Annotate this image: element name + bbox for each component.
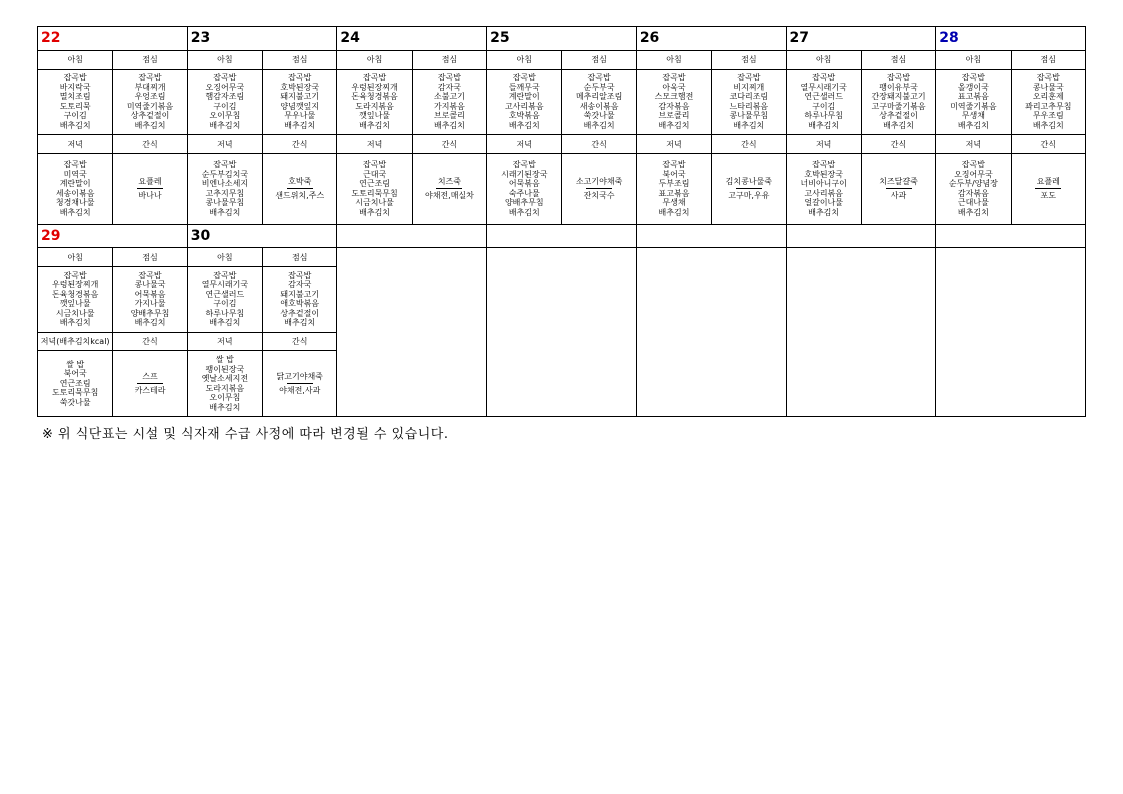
dinner-menu — [487, 153, 562, 224]
menu-item: 얼갈이나물 — [804, 198, 843, 208]
snack-divider — [1035, 188, 1061, 189]
menu-item: 호박볶음 — [508, 111, 540, 121]
menu-item: 카스테라 — [134, 385, 166, 395]
menu-item: 무생채 — [662, 198, 686, 208]
menu-item: 잡곡밥 — [63, 160, 87, 170]
menu-item: 하루나무침 — [205, 308, 245, 318]
snack-label: 간식 — [861, 135, 935, 154]
menu-item: 배추김치 — [808, 207, 840, 217]
menu-item: 구이김 — [812, 101, 836, 111]
breakfast-label: 아침 — [187, 248, 262, 267]
menu-item: 쑥갓나물 — [583, 111, 615, 121]
menu-item: 돼지불고기 — [280, 289, 320, 299]
menu-item: 시래기된장국 — [501, 169, 548, 179]
breakfast-menu — [337, 69, 412, 135]
menu-item: 연근샐러드 — [205, 289, 245, 299]
lunch-label: 점심 — [861, 50, 935, 69]
menu-item: 고사리볶음 — [804, 188, 843, 198]
menu-item: 배추김치 — [59, 207, 91, 217]
menu-item: 연근조림 — [59, 378, 91, 388]
lunch-label: 점심 — [562, 50, 636, 69]
menu-item: 치즈달걀죽 — [879, 177, 918, 187]
menu-item: 고추지무침 — [205, 188, 245, 198]
menu-item: 상추겉절이 — [130, 111, 170, 121]
menu-item: 잡곡밥 — [512, 160, 536, 170]
snack-label: 간식 — [712, 135, 786, 154]
menu-item: 순두부김치국 — [201, 169, 249, 179]
menu-item: 애호박볶음 — [280, 299, 320, 309]
menu-item: 잡곡밥 — [138, 73, 162, 83]
menu-item: 돈육청경볶음 — [351, 92, 398, 102]
empty-day-header — [936, 224, 1086, 248]
snack-divider — [586, 188, 612, 189]
menu-item: 배추김치 — [209, 318, 241, 328]
menu-item: 숙주나물 — [508, 188, 540, 198]
menu-item: 배추김치 — [957, 207, 989, 217]
dinner-menu — [187, 351, 262, 417]
snack-menu — [1011, 153, 1085, 224]
snack-menu — [562, 153, 636, 224]
menu-item: 팽이유부국 — [879, 82, 918, 92]
menu-item: 오이무침 — [209, 111, 241, 121]
menu-item: 치즈죽 — [437, 177, 462, 187]
menu-item: 감자국 — [437, 82, 462, 92]
dinner-label: 저녁 — [487, 135, 562, 154]
menu-item: 오징어무국 — [205, 82, 245, 92]
menu-item: 배추김치 — [284, 120, 316, 130]
breakfast-menu — [636, 69, 711, 135]
menu-item: 우렁된장찌개 — [51, 280, 99, 290]
dinner-label: 저녁 — [636, 135, 711, 154]
snack-divider — [137, 188, 163, 189]
menu-item: 세송이볶음 — [55, 188, 95, 198]
lunch-menu — [412, 69, 486, 135]
menu-item: 잡곡밥 — [737, 73, 761, 83]
day-date-27: 27 — [786, 27, 936, 51]
menu-item: 근대국 — [362, 169, 387, 179]
weekly-meal-table — [37, 26, 1086, 417]
menu-item: 꽈리고추무침 — [1025, 101, 1072, 111]
breakfast-menu — [487, 69, 562, 135]
empty-cell — [487, 248, 637, 417]
menu-item: 스모크햄전 — [654, 92, 694, 102]
day-date-30: 30 — [187, 224, 337, 248]
menu-item: 양념깻잎지 — [280, 101, 320, 111]
menu-item: 배추김치 — [134, 318, 166, 328]
menu-item: 무우나물 — [284, 111, 316, 121]
menu-item: 연근조림 — [359, 179, 391, 189]
menu-item: 소불고기 — [433, 92, 465, 102]
menu-item: 가지나물 — [134, 299, 166, 309]
menu-item: 순두부국 — [583, 82, 615, 92]
menu-item: 깻잎나물 — [59, 299, 91, 309]
menu-item: 잡곡밥 — [662, 73, 686, 83]
menu-item: 오징어무국 — [954, 169, 993, 179]
menu-item: 배추김치 — [508, 120, 540, 130]
menu-item: 구이김 — [63, 111, 87, 121]
day-date-23: 23 — [187, 27, 337, 51]
empty-day-header — [337, 224, 487, 248]
snack-label: 간식 — [412, 135, 486, 154]
snack-label: 간식 — [263, 332, 337, 351]
menu-item: 배추김치 — [658, 120, 690, 130]
lunch-label: 점심 — [113, 50, 187, 69]
menu-item: 고구마,우유 — [728, 190, 770, 200]
dinner-label: 저녁 — [936, 135, 1011, 154]
menu-item: 잡곡밥 — [63, 73, 87, 83]
menu-item: 구이김 — [213, 299, 237, 309]
menu-item: 잡곡밥 — [288, 73, 312, 83]
menu-item: 브로콜리 — [433, 111, 465, 121]
dinner-label: 저녁 — [786, 135, 861, 154]
menu-item: 느타리볶음 — [729, 101, 769, 111]
menu-item: 양배추무침 — [130, 308, 170, 318]
menu-item: 스프 — [142, 372, 158, 382]
menu-item: 배추김치 — [59, 318, 91, 328]
menu-item: 부대찌개 — [134, 82, 166, 92]
menu-item: 비엔나소세지 — [201, 179, 249, 189]
menu-item: 감자볶음 — [957, 188, 989, 198]
dinner-label: 저녁 — [187, 135, 262, 154]
menu-item: 요플레 — [1036, 177, 1060, 187]
menu-item: 닭고기야채죽 — [276, 372, 323, 382]
snack-menu — [263, 351, 337, 417]
menu-item: 너비아니구이 — [800, 179, 847, 189]
menu-item: 무우조림 — [1032, 111, 1064, 121]
lunch-label: 점심 — [1011, 50, 1085, 69]
snack-divider — [436, 188, 462, 189]
menu-item: 열무시래기국 — [800, 82, 847, 92]
snack-label: 간식 — [263, 135, 337, 154]
breakfast-label: 아침 — [936, 50, 1011, 69]
menu-item: 콩나물무침 — [729, 111, 769, 121]
menu-item: 어묵볶음 — [134, 289, 166, 299]
menu-item: 북어국 — [63, 369, 87, 379]
breakfast-label: 아침 — [187, 50, 262, 69]
menu-item: 배추김치 — [359, 207, 391, 217]
lunch-menu — [1011, 69, 1085, 135]
menu-item: 배추김치 — [883, 120, 914, 130]
menu-item: 연근샐러드 — [804, 92, 843, 102]
menu-item: 돈육청경볶음 — [51, 289, 99, 299]
menu-item: 도라지볶음 — [355, 101, 394, 111]
menu-item: 배추김치 — [209, 207, 241, 217]
menu-item: 샌드위치,주스 — [275, 190, 325, 200]
day-date-29: 29 — [38, 224, 188, 248]
menu-item: 잡곡밥 — [138, 270, 162, 280]
menu-item: 새송이볶음 — [579, 101, 619, 111]
menu-item: 콩나물무침 — [205, 198, 245, 208]
dinner-label: 저녁 — [38, 135, 113, 154]
menu-item: 감자국 — [288, 280, 312, 290]
menu-item: 시금치나물 — [55, 308, 95, 318]
menu-item: 호박된장국 — [280, 82, 320, 92]
menu-item: 잡곡밥 — [362, 73, 387, 83]
menu-item: 잡곡밥 — [662, 160, 686, 170]
menu-item: 배추김치 — [59, 120, 91, 130]
menu-item: 열무시래기국 — [201, 280, 249, 290]
menu-item: 소고기야채죽 — [575, 177, 623, 187]
day-date-28: 28 — [936, 27, 1086, 51]
empty-day-header — [487, 224, 637, 248]
dinner-menu — [936, 153, 1011, 224]
menu-item: 배추김치 — [1032, 120, 1064, 130]
menu-item: 비지찌개 — [733, 82, 765, 92]
dinner-menu — [337, 153, 412, 224]
menu-item: 계란말이 — [508, 92, 540, 102]
snack-menu — [113, 153, 187, 224]
dinner-menu — [38, 351, 113, 417]
empty-cell — [636, 248, 786, 417]
menu-item: 표고볶음 — [957, 92, 989, 102]
breakfast-menu — [38, 69, 113, 135]
menu-item: 바지락국 — [59, 82, 91, 92]
menu-item: 잡곡밥 — [437, 73, 462, 83]
breakfast-label: 아침 — [636, 50, 711, 69]
breakfast-label: 아침 — [487, 50, 562, 69]
menu-item: 도토리묵 — [59, 101, 91, 111]
menu-item: 잡곡밥 — [961, 160, 985, 170]
menu-item: 김치콩나물죽 — [725, 177, 773, 187]
menu-item: 배추김치 — [658, 207, 690, 217]
day-date-22: 22 — [38, 27, 188, 51]
snack-menu — [412, 153, 486, 224]
menu-item: 북어국 — [662, 169, 686, 179]
menu-item: 우엉조림 — [134, 92, 166, 102]
menu-item: 잡곡밥 — [213, 73, 237, 83]
snack-menu — [263, 153, 337, 224]
menu-item: 코다리조림 — [729, 92, 769, 102]
lunch-label: 점심 — [263, 50, 337, 69]
snack-divider — [736, 188, 762, 189]
dinner-menu — [636, 153, 711, 224]
snack-divider — [287, 383, 313, 384]
menu-item: 콩나물국 — [1032, 82, 1064, 92]
menu-item: 쌀 밥 — [215, 355, 234, 365]
menu-item: 근대나물 — [957, 198, 989, 208]
breakfast-label: 아침 — [786, 50, 861, 69]
snack-menu — [712, 153, 786, 224]
menu-item: 잡곡밥 — [512, 73, 536, 83]
snack-label: 간식 — [113, 135, 187, 154]
menu-item: 미역국 — [63, 169, 87, 179]
menu-item: 상추겉절이 — [879, 111, 918, 121]
menu-item: 잡곡밥 — [213, 160, 237, 170]
menu-item: 들깨무국 — [508, 82, 540, 92]
menu-item: 멸치조림 — [59, 92, 91, 102]
lunch-menu — [113, 267, 187, 333]
lunch-menu — [113, 69, 187, 135]
menu-item: 어묵볶음 — [508, 179, 540, 189]
menu-item: 쌀 밥 — [66, 359, 85, 369]
snack-divider — [137, 383, 163, 384]
menu-item: 오이무침 — [209, 393, 241, 403]
breakfast-menu — [38, 267, 113, 333]
menu-item: 시금치나물 — [355, 198, 394, 208]
menu-item: 고사리볶음 — [504, 101, 544, 111]
menu-item: 양배추무침 — [504, 198, 544, 208]
breakfast-menu — [187, 267, 262, 333]
menu-item: 잡곡밥 — [961, 73, 985, 83]
menu-item: 잔치국수 — [583, 190, 615, 200]
menu-item: 잡곡밥 — [812, 73, 836, 83]
menu-item: 야채전,매실차 — [424, 190, 474, 200]
menu-item: 배추김치 — [209, 402, 241, 412]
menu-item: 청경채나물 — [55, 198, 95, 208]
menu-item: 배추김치 — [733, 120, 765, 130]
menu-item: 상추겉절이 — [280, 308, 320, 318]
menu-item: 감자볶음 — [658, 101, 690, 111]
menu-item: 도토리묵무침 — [51, 388, 99, 398]
menu-item: 배추김치 — [583, 120, 615, 130]
menu-item: 아욱국 — [662, 82, 686, 92]
menu-item: 브로콜리 — [658, 111, 690, 121]
menu-item: 깻잎나물 — [359, 111, 391, 121]
breakfast-menu — [187, 69, 262, 135]
menu-item: 호박죽 — [288, 177, 312, 187]
menu-item: 옛날소세지전 — [201, 374, 249, 384]
dinner-label: 저녁(배추김치kcal) — [38, 332, 113, 351]
menu-item: 잡곡밥 — [886, 73, 911, 83]
menu-item: 미역줄기볶음 — [950, 101, 997, 111]
menu-item: 올갱이국 — [957, 82, 989, 92]
snack-menu — [861, 153, 935, 224]
menu-item: 돼지불고기 — [280, 92, 320, 102]
day-date-24: 24 — [337, 27, 487, 51]
menu-item: 도토리묵무침 — [351, 188, 398, 198]
menu-item: 햄감자조림 — [205, 92, 245, 102]
snack-label: 간식 — [562, 135, 636, 154]
lunch-label: 점심 — [712, 50, 786, 69]
menu-item: 구이김 — [213, 101, 237, 111]
menu-item: 잡곡밥 — [213, 270, 237, 280]
menu-item: 잡곡밥 — [1036, 73, 1060, 83]
day-date-25: 25 — [487, 27, 637, 51]
empty-cell — [786, 248, 936, 417]
menu-item: 우렁된장찌개 — [351, 82, 398, 92]
dinner-menu — [38, 153, 113, 224]
menu-item: 야채전,사과 — [279, 385, 321, 395]
menu-item: 하루나무침 — [804, 111, 843, 121]
menu-item: 배추김치 — [359, 120, 391, 130]
snack-label: 간식 — [1011, 135, 1085, 154]
menu-item: 배추김치 — [808, 120, 840, 130]
menu-item: 표고볶음 — [658, 188, 690, 198]
menu-item: 사과 — [890, 190, 907, 200]
menu-change-notice: ※ 위 식단표는 시설 및 식자재 수급 사정에 따라 변경될 수 있습니다. — [42, 427, 449, 442]
menu-item: 포도 — [1040, 190, 1057, 200]
lunch-label: 점심 — [412, 50, 486, 69]
menu-item: 고구마줄기볶음 — [871, 101, 926, 111]
menu-item: 팽이된장국 — [205, 364, 245, 374]
lunch-menu — [263, 267, 337, 333]
snack-label: 간식 — [113, 332, 187, 351]
dinner-label: 저녁 — [337, 135, 412, 154]
menu-item: 바나나 — [138, 190, 162, 200]
lunch-label: 점심 — [113, 248, 187, 267]
menu-item: 잡곡밥 — [812, 160, 836, 170]
menu-item: 배추김치 — [508, 207, 540, 217]
menu-item: 배추김치 — [433, 120, 465, 130]
menu-item: 미역줄기볶음 — [126, 101, 174, 111]
menu-item: 잡곡밥 — [587, 73, 611, 83]
breakfast-label: 아침 — [38, 50, 113, 69]
menu-item: 간장돼지불고기 — [871, 92, 926, 102]
menu-item: 오리훈제 — [1032, 92, 1064, 102]
menu-item: 계란말이 — [59, 179, 91, 189]
menu-item: 메추리알조림 — [575, 92, 623, 102]
dinner-menu — [786, 153, 861, 224]
breakfast-menu — [786, 69, 861, 135]
menu-item: 가지볶음 — [433, 101, 465, 111]
menu-item: 쑥갓나물 — [59, 397, 91, 407]
empty-day-header — [636, 224, 786, 248]
menu-item: 순두부/양념장 — [948, 179, 998, 189]
menu-item: 도라지볶음 — [205, 383, 245, 393]
lunch-label: 점심 — [263, 248, 337, 267]
lunch-menu — [263, 69, 337, 135]
menu-item: 요플레 — [138, 177, 162, 187]
day-date-26: 26 — [636, 27, 786, 51]
menu-item: 배추김치 — [284, 318, 316, 328]
menu-item: 두부조림 — [658, 179, 690, 189]
snack-menu — [113, 351, 187, 417]
menu-item: 잡곡밥 — [288, 270, 312, 280]
lunch-menu — [712, 69, 786, 135]
lunch-menu — [861, 69, 935, 135]
dinner-menu — [187, 153, 262, 224]
snack-divider — [886, 188, 912, 189]
breakfast-menu — [936, 69, 1011, 135]
menu-item: 잡곡밥 — [362, 160, 387, 170]
empty-cell — [936, 248, 1086, 417]
menu-item: 배추김치 — [957, 120, 989, 130]
menu-item: 잡곡밥 — [63, 270, 87, 280]
lunch-menu — [562, 69, 636, 135]
breakfast-label: 아침 — [337, 50, 412, 69]
menu-item: 콩나물국 — [134, 280, 166, 290]
menu-item: 호박된장국 — [804, 169, 843, 179]
snack-divider — [287, 188, 313, 189]
menu-item: 무생채 — [961, 111, 985, 121]
menu-item: 배추김치 — [134, 120, 166, 130]
dinner-label: 저녁 — [187, 332, 262, 351]
breakfast-label: 아침 — [38, 248, 113, 267]
empty-day-header — [786, 224, 936, 248]
empty-cell — [337, 248, 487, 417]
menu-item: 배추김치 — [209, 120, 241, 130]
